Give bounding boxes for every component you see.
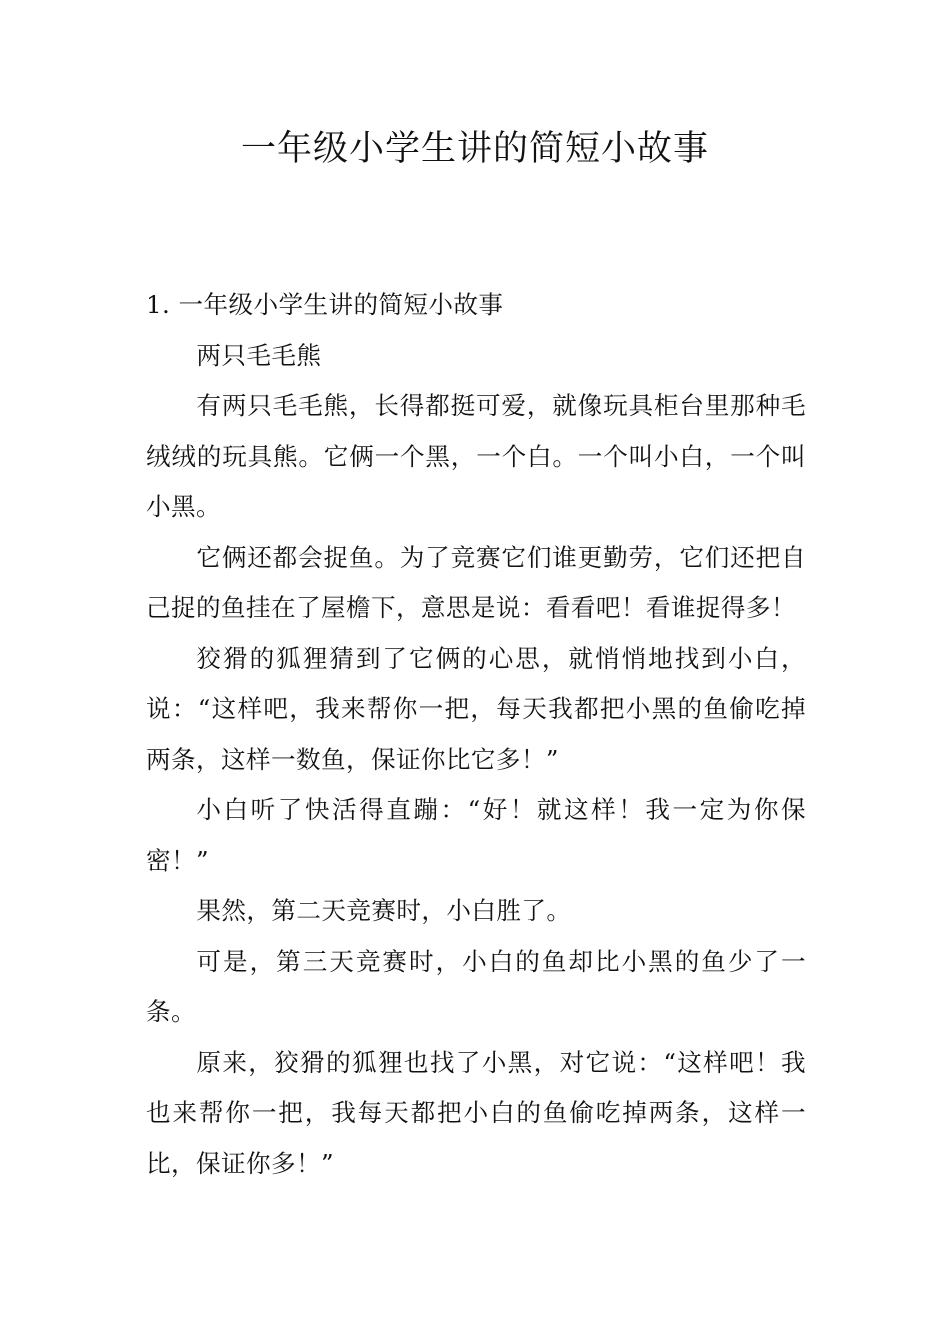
paragraph: 狡猾的狐狸猜到了它俩的心思，就悄悄地找到小白，说：“这样吧，我来帮你一把，每天我都把小黑的鱼偷吃掉两条，这样一数鱼，保证你比它多！” [146,643,806,774]
document-body [146,280,806,1189]
paragraph: 它俩还都会捉鱼。为了竞赛它们谁更勤劳，它们还把自己捉的鱼挂在了屋檐下，意思是说：看看吧！看谁捉得多！ [146,542,806,622]
section-heading: 1. 一年级小学生讲的简短小故事 [146,290,504,319]
story-title: 两只毛毛熊 [196,340,322,370]
paragraph: 有两只毛毛熊，长得都挺可爱，就像玩具柜台里那种毛绒绒的玩具熊。它俩一个黑，一个白。一个叫小白，一个叫小黑。 [146,391,806,521]
paragraph: 小白听了快活得直蹦：“好！就这样！我一定为你保密！” [146,795,806,875]
paragraph: 可是，第三天竞赛时，小白的鱼却比小黑的鱼少了一条。 [146,946,806,1026]
paragraph: 原来，狡猾的狐狸也找了小黑，对它说：“这样吧！我也来帮你一把，我每天都把小白的鱼偷吃掉两条，这样一比，保证你多！” [146,1047,806,1178]
document-title: 一年级小学生讲的简短小故事 [240,129,709,169]
paragraph: 果然，第二天竞赛时，小白胜了。 [196,896,572,925]
